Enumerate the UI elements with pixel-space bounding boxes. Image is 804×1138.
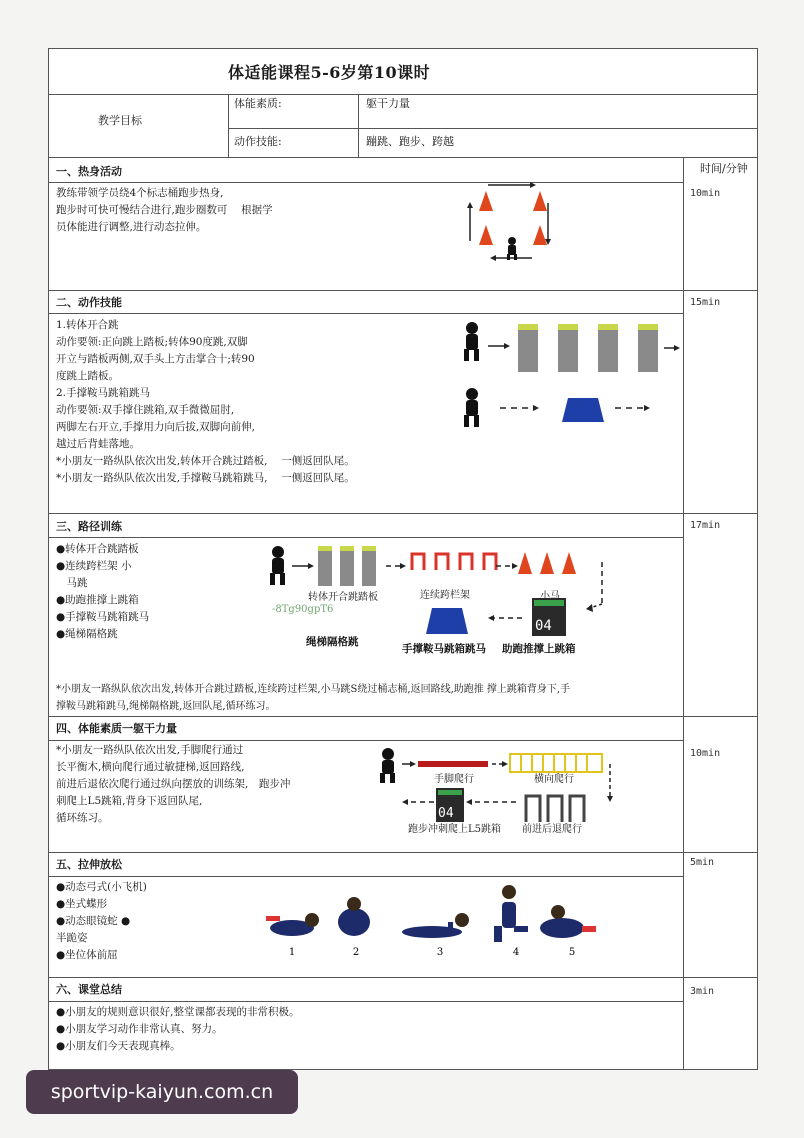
child-runner-icon [270,546,285,585]
jump-board-icon [598,324,618,372]
jump-board-icon [558,324,578,372]
skill-value: 蹦跳、跑步、跨越 [366,135,454,148]
divider [48,157,758,158]
label-horse: 小马 [540,591,560,602]
stretch-pose-icon [494,885,528,942]
section-text: *小朋友一路纵队依次出发,手脚爬行通过 长平衡木,横向爬行通过敏捷梯,返回路线, 前进后退依次爬行通过纵向摆放的训练架, 跑步冲 刺爬上L5跳箱,背身下返回队尾, 循环练习。 [56,744,291,824]
section-time: 10min [690,748,721,759]
label-push: 助跑推撑上跳箱 [502,643,576,655]
section-time: 3min [690,986,715,997]
box-number: 04 [438,806,454,821]
fitness-value: 躯干力量 [366,97,410,110]
section-bullets: ●小朋友的规则意识很好,整堂课都表现的非常积极。 ●小朋友学习动作非常认真、努力。 ●小朋友们今天表现真棒。 [56,1006,300,1052]
pose-number: 2 [352,947,360,958]
stretch-pose-icon [338,897,370,936]
watermark-badge: sportvip-kaiyun.com.cn [26,1070,298,1114]
divider [683,157,684,1070]
divider [358,94,359,157]
section-bullets: ●转体开合跳踏板 ●连续跨栏架 小 马跳 ●助跑推撑上跳箱 ●手撑鞍马跳箱跳马 ●绳梯隔格跳 [56,543,150,640]
label-backfwd: 前进后退爬行 [522,824,582,835]
child-runner-icon [380,748,395,783]
jump-board-icon [362,546,376,586]
skills-diagram [460,318,682,432]
cone-icon [540,552,554,574]
label-crawl: 手脚爬行 [434,774,474,785]
section-time: 10min [690,188,721,199]
section-heading: 四、体能素质一躯干力量 [56,722,177,735]
section-heading: 五、拉伸放松 [56,858,122,871]
jump-board-icon [340,546,354,586]
time-column-header: 时间/分钟 [700,162,748,175]
pose-number: 1 [288,947,296,958]
jump-board-icon [638,324,658,372]
cone-icon [533,191,547,211]
stretch-pose-icon [266,913,319,936]
label-hurdle: 连续跨栏架 [420,590,470,601]
label-side: 横向爬行 [534,774,574,785]
jump-board-icon [318,546,332,586]
section-text: 1.转体开合跳 动作要领:正向跳上踏板;转体90度跳,双脚 开立与踏板两侧,双手头上方击掌合十;转90 度跳上踏板。 2.手撑鞍马跳箱跳马 动作要领:双手撑住跳箱,双手微微屈肘, 两脚左右开立,手撑用力向后拔,双脚向前伸, 越过后背蛙落地。 *小朋友一路纵队依次出发,转体开合跳过踏板, 一侧返回队尾。 *小朋友一路纵队依次出发,手撑鞍马跳箱跳马, 一侧返回队尾。 [56,319,355,484]
label-ladder: 绳梯隔格跳 [306,636,359,648]
cone-icon [479,191,493,211]
pose-number: 5 [568,947,576,958]
objective-label: 教学目标 [98,114,142,127]
section-heading: 六、课堂总结 [56,983,122,996]
training-frame-icon [526,796,584,822]
section-heading: 二、动作技能 [56,296,122,309]
child-runner-icon [507,237,517,260]
balance-beam-icon [418,761,488,767]
section-time: 17min [690,520,721,531]
section-time: 5min [690,857,715,868]
section-time: 15min [690,297,721,308]
stretch-diagram [262,880,607,960]
label-sprint: 跑步冲刺爬上L5跳箱 [408,824,502,835]
skill-label: 动作技能: [234,135,282,148]
pose-number: 3 [436,947,444,958]
section-heading: 三、路径训练 [56,520,122,533]
fitness-label: 体能素质: [234,97,282,110]
child-runner-icon [464,322,479,361]
hurdle-icon [412,554,496,570]
jump-board-icon [518,324,538,372]
cone-icon [562,552,576,574]
divider [228,128,758,129]
page-title: 体适能课程5-6岁第10课时 [228,63,431,82]
cone-icon [518,552,532,574]
label-board: 转体开合跳踏板 [308,592,378,603]
section-heading: 一、热身活动 [56,165,122,178]
code-text: -8Tg90gpT6 [272,604,334,615]
pose-number: 4 [512,947,520,958]
cone-icon [533,225,547,245]
warmup-diagram [462,183,562,263]
section-bullets: ●动态弓式(小飞机) ●坐式蝶形 ●动态眼镜蛇 ● 半跪姿 ●坐位体前屈 [56,881,147,961]
box-number: 04 [535,618,552,634]
divider [228,94,229,157]
stretch-pose-icon [402,913,469,938]
stretch-pose-icon [540,905,596,938]
cone-icon [479,225,493,245]
vault-mat-icon [426,608,468,634]
label-vault: 手撑鞍马跳箱跳马 [402,643,486,655]
vault-mat-icon [562,398,604,422]
section-note: *小朋友一路纵队依次出发,转体开合跳过踏板,连续跨过栏架,小马跳S绕过桶志桶,返回路线,助跑推 撑上跳箱背身下,手 撑鞍马跳箱跳马,绳梯隔格跳,返回队尾,循环练习。 [56,684,571,712]
section-text: 教练带领学员绕4个标志桶跑步热身, 跑步时可快可慢结合进行,跑步圈数可 根据学 员体能进行调整,进行动态拉伸。 [56,187,273,233]
child-runner-icon [464,388,479,427]
